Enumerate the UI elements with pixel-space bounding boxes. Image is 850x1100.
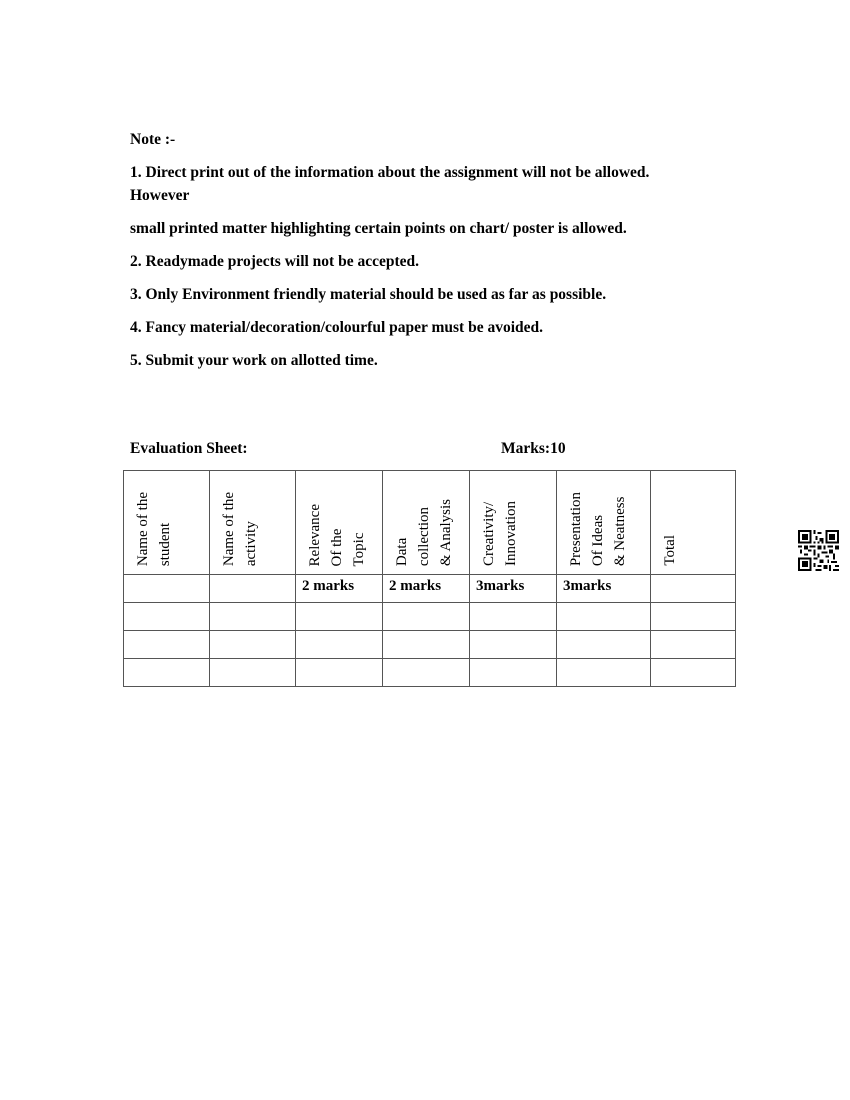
col-creativity-label: Creativity/ Innovation <box>481 501 519 566</box>
marks-total: Marks:10 <box>501 440 566 457</box>
table-row <box>124 631 736 659</box>
marks-cell <box>651 575 736 603</box>
table-cell <box>124 659 210 687</box>
table-cell <box>383 603 470 631</box>
col-name-of-activity-label: Name of the activity <box>221 491 259 566</box>
col-total-label: Total <box>662 535 678 566</box>
marks-cell: 2 marks <box>383 575 470 603</box>
col-creativity <box>470 471 557 575</box>
notes-section <box>130 128 710 382</box>
evaluation-table <box>123 470 736 687</box>
note-item-4: 4. Fancy material/decoration/colourful paper must be avoided. <box>130 319 544 336</box>
table-cell <box>383 659 470 687</box>
note-item-2: 2. Readymade projects will not be accepted. <box>130 253 420 270</box>
table-cell <box>557 603 651 631</box>
table-cell <box>124 631 210 659</box>
table-cell <box>557 631 651 659</box>
qr-code-icon <box>798 530 839 571</box>
table-cell <box>296 631 383 659</box>
table-cell <box>210 631 296 659</box>
marks-cell <box>124 575 210 603</box>
table-cell <box>651 659 736 687</box>
col-data-collection-label: Data collection & Analysis <box>394 498 454 566</box>
col-relevance-label: Relevance Of the Topic <box>307 503 367 566</box>
table-cell <box>124 603 210 631</box>
table-cell <box>470 631 557 659</box>
note-item-3: 3. Only Environment friendly material should be used as far as possible. <box>130 286 607 303</box>
table-row <box>124 603 736 631</box>
marks-cell <box>210 575 296 603</box>
note-item-1-continued: small printed matter highlighting certain points on chart/ poster is allowed. <box>130 220 627 237</box>
marks-row <box>124 575 736 603</box>
note-item-5: 5. Submit your work on allotted time. <box>130 352 378 369</box>
table-cell <box>470 659 557 687</box>
marks-cell: 3marks <box>557 575 651 603</box>
marks-cell: 3marks <box>470 575 557 603</box>
note-heading: Note :- <box>130 131 176 148</box>
col-presentation-label: Presentation Of Ideas & Neatness <box>568 491 628 566</box>
col-data-collection <box>383 471 470 575</box>
table-cell <box>557 659 651 687</box>
note-item-1: 1. Direct print out of the information about the assignment will not be allowed. However <box>130 164 650 204</box>
table-cell <box>651 631 736 659</box>
header-row <box>124 471 736 575</box>
table-cell <box>296 603 383 631</box>
table-cell <box>210 659 296 687</box>
col-total <box>651 471 736 575</box>
col-presentation <box>557 471 651 575</box>
col-name-of-student <box>124 471 210 575</box>
table-row <box>124 659 736 687</box>
table-cell <box>383 631 470 659</box>
table-cell <box>651 603 736 631</box>
col-name-of-student-label: Name of the student <box>135 491 173 566</box>
col-relevance <box>296 471 383 575</box>
table-cell <box>296 659 383 687</box>
evaluation-sheet-title: Evaluation Sheet: <box>130 440 248 457</box>
marks-cell: 2 marks <box>296 575 383 603</box>
table-cell <box>210 603 296 631</box>
col-name-of-activity <box>210 471 296 575</box>
table-cell <box>470 603 557 631</box>
